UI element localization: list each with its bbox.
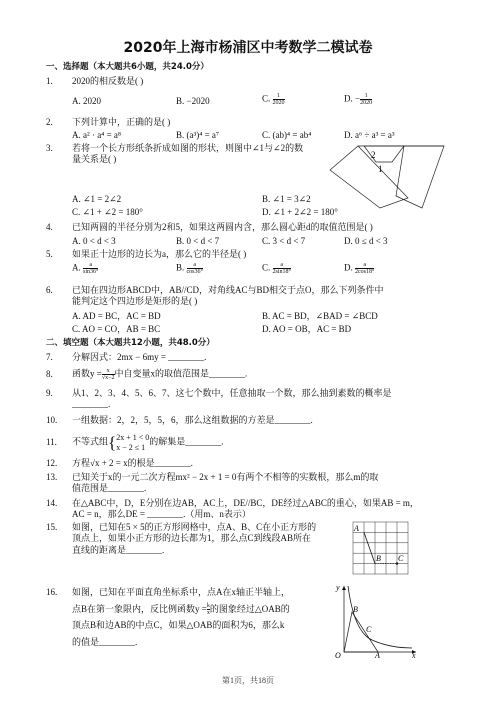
- point-b-label: B: [353, 605, 358, 614]
- question-4: [46, 222, 456, 233]
- option-b: B. −2020: [176, 96, 210, 106]
- question-text: 已知在四边形ABCD中，AB//CD，对角线AC与BD相交于点O，那么下列条件中: [72, 285, 384, 295]
- option-b: B. 0 < d < 7: [176, 236, 220, 246]
- option-a: A. ∠1 = 2∠2: [72, 194, 122, 204]
- coordinate-figure: [332, 582, 420, 658]
- question-13: 13. 已知关于x的一元二次方程mx² − 2x + 1 = 0有两个不相等的实数根，那么m的取 值范围是________.: [46, 472, 379, 494]
- question-3: [46, 143, 346, 166]
- question-text: 能判定这个四边形是矩形的是( ): [72, 296, 198, 307]
- question-number: 1.: [46, 76, 53, 86]
- question-5: [46, 249, 456, 260]
- option-d: D. $\frac{a}{2\cos 18^\circ}$: [344, 262, 375, 275]
- option-c: C. (ab)⁴ = ab⁴: [262, 130, 312, 140]
- question-14: 14. 在△ABC中，D，E分别在边AB，AC上，DE//BC，DE经过△ABC的重心，如果AB = m， AC = n，那么DE = ________.（用m、n表示）: [46, 498, 419, 520]
- folded-strip-figure: [326, 140, 452, 210]
- option-c: C. $\frac{1}{2020}$: [262, 93, 285, 106]
- question-11: 11. 不等式组{ 2x + 1 < 0 x − 2 ≤ 1 的解集是________.: [46, 433, 224, 452]
- question-number: 5.: [46, 249, 53, 259]
- option-b: B. ∠1 = 3∠2: [262, 194, 311, 204]
- option-a: A. AD = BC，AC = BD: [72, 311, 161, 321]
- question-1: [46, 76, 456, 87]
- question-text: 如果正十边形的边长为a，那么它的半径是( ): [72, 249, 247, 259]
- question-16: 16. 如图，已知在平面直角坐标系中，点A在x轴正半轴上， 点B在第一象限内，反比例函数y = $\frac{k}{x}$ 的图象经过△OAB的 顶点B和边AB的中点C，如果△OAB的面积为6，那么k 的值是________.: [46, 587, 291, 647]
- question-2: [46, 117, 456, 128]
- question-text: 2020的相反数是( ): [72, 76, 144, 86]
- question-text: 已知两圆的半径分别为2和5，如果这两圆内含，那么圆心距d的取值范围是( ): [72, 222, 373, 232]
- angle-2-label: 2: [371, 150, 376, 160]
- option-b: B. (a³)⁴ = a⁷: [176, 130, 220, 140]
- option-b: B. AC = BD，∠BAD = ∠BCD: [262, 311, 378, 321]
- point-a-label: A: [375, 651, 380, 658]
- option-c: C. AO = CO，AB = BC: [72, 324, 161, 334]
- option-d: D. 0 ≤ d < 3: [344, 236, 388, 246]
- point-c-label: C: [366, 625, 372, 634]
- question-number: 2.: [46, 117, 53, 127]
- option-b: B. $\frac{a}{\cos 36^\circ}$: [176, 262, 203, 275]
- question-8: 8. 函数y = $\frac{x}{√x-2}$ 中自变量x的取值范围是________.: [46, 368, 248, 381]
- option-c: C. ∠1 + ∠2 = 180°: [72, 207, 143, 217]
- question-6: [46, 285, 456, 308]
- page-title: 2020年上海市杨浦区中考数学二模试卷: [123, 40, 373, 56]
- question-text: 若将一个长方形纸条折成如图的形状，则图中∠1与∠2的数: [72, 143, 304, 153]
- section-heading-choice: 一、选择题（本大题共6小题，共24.0分）: [46, 62, 209, 72]
- option-d: D. − $\frac{1}{2020}$: [344, 93, 373, 106]
- question-10: 10. 一组数据：2，2，5，5，6，那么这组数据的方差是________.: [46, 415, 313, 425]
- option-c: C. $\frac{a}{2\sin 18^\circ}$: [262, 262, 291, 275]
- question-number: 4.: [46, 222, 53, 232]
- option-a: A. 2020: [72, 96, 101, 106]
- option-a: A. a² · a⁴ = a⁸: [72, 130, 122, 140]
- grid-figure: [350, 519, 412, 577]
- origin-label: O: [335, 651, 341, 658]
- question-text: 量关系是( ): [72, 154, 117, 165]
- option-a: A. $\frac{a}{\sin 36^\circ}$: [72, 262, 99, 275]
- option-d: D. ∠1 + 2∠2 = 180°: [262, 207, 338, 217]
- question-12: 12. 方程√x + 2 = x的根是________.: [46, 458, 193, 468]
- x-axis-label: x: [412, 651, 416, 658]
- question-7: 7. 分解因式：2mx − 6my = ________.: [46, 352, 207, 362]
- point-a-label: A: [354, 524, 359, 533]
- option-d: D. a⁶ ÷ a³ = a³: [344, 130, 395, 140]
- point-b-label: B: [376, 554, 381, 563]
- question-9: 9. 从1、2、3、4、5、6、7、这七个数中，任意抽取一个数，那么抽到素数的概率是 ________.: [46, 388, 392, 410]
- option-a: A. 0 < d < 3: [72, 236, 116, 246]
- option-c: C. 3 < d < 7: [262, 236, 306, 246]
- section-heading-fill: 二、填空题（本大题共12小题，共48.0分）: [46, 338, 215, 348]
- page-footer: 第1页，共18页: [222, 676, 274, 685]
- question-text: 下列计算中，正确的是( ): [72, 117, 171, 127]
- angle-1-label: 1: [378, 164, 383, 174]
- question-number: 3.: [46, 143, 53, 153]
- point-c-label: C: [398, 554, 404, 563]
- question-number: 6.: [46, 285, 53, 295]
- option-d: D. AO = OB，AC = BD: [262, 324, 352, 334]
- y-axis-label: y: [336, 583, 340, 592]
- question-15: 15. 如图，已知在5 × 5的正方形网格中，点A、B、C在小正方形的 顶点上，如果小正方形的边长都为1，那么点C到线段AB所在 直线的距离是________.: [46, 522, 317, 555]
